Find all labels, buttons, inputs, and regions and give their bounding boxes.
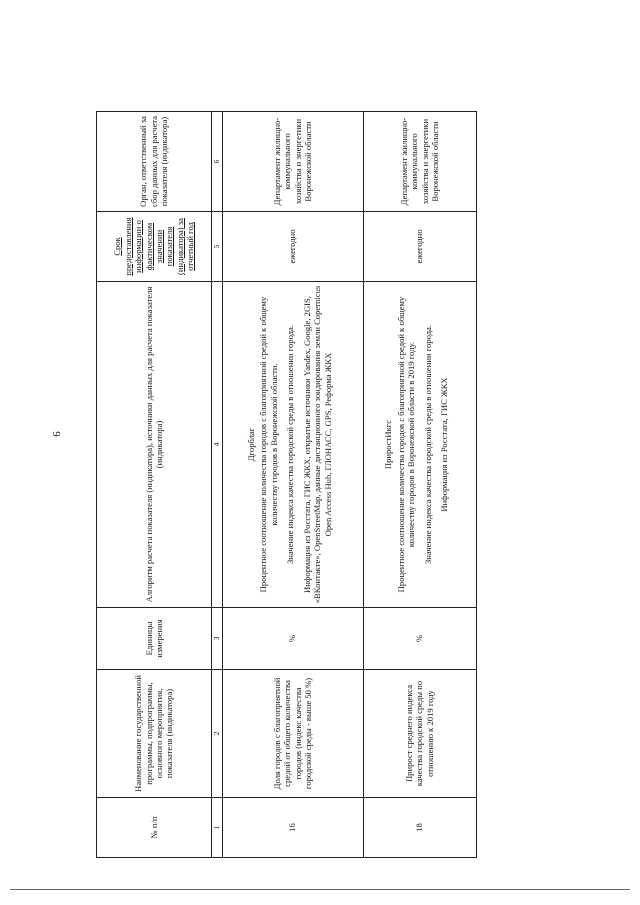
unit-cell: %: [363, 608, 476, 670]
column-number-row: [212, 112, 223, 858]
formula-name: ПриростИкгс: [383, 419, 394, 470]
algorithm-cell: [222, 282, 363, 608]
scan-edge-divider: [10, 889, 630, 890]
indicator-table: [96, 111, 477, 858]
page-number: 9: [50, 431, 62, 437]
table-row: [363, 112, 476, 858]
formula-name: Дгорблаг: [245, 427, 256, 462]
unit-cell: %: [222, 608, 363, 670]
algorithm-index-value: Значение индекса качества городской среды в отношении города.: [422, 325, 433, 564]
algorithm-description: Процентное соотношение количества городов с благоприятной средой к общему количеству городов в Воронежской области.: [258, 296, 279, 593]
data-sources: Информация из Росстата, ГИС ЖКХ: [439, 377, 450, 512]
indicator-name: Доля городов с благоприятной средой от общего количества городов (индекс качества городской среды - выше 50 %): [222, 670, 363, 798]
header-cell-num: № п/п: [97, 798, 212, 858]
responsible-org-cell: Департамент жилищно-коммунального хозяйства и энергетики Воронежской области: [363, 112, 476, 212]
column-number: 4: [212, 282, 223, 608]
header-cell-term: Срок предоставления информации о фактическом значении показателя (индикатора) за отчетный год: [97, 212, 212, 282]
term-cell: ежегодно: [222, 212, 363, 282]
table-header-row: [97, 112, 212, 858]
row-number: 16: [222, 798, 363, 858]
algorithm-description: Процентное соотношение количества городов с благоприятной средой к общему количеству городов в Воронежской области в 2019 году.: [395, 296, 417, 593]
header-cell-org: Орган, ответственный за сбор данных для расчета показателя (индикатора): [97, 112, 212, 212]
row-number: 18: [363, 798, 476, 858]
column-number: 5: [212, 212, 223, 282]
column-number: 3: [212, 608, 223, 670]
algorithm-cell: [363, 282, 476, 608]
table-row: [222, 112, 363, 858]
column-number: 2: [212, 670, 223, 798]
column-number: 6: [212, 112, 223, 212]
responsible-org-cell: Департамент жилищно-коммунального хозяйства и энергетики Воронежской области: [222, 112, 363, 212]
column-number: 1: [212, 798, 223, 858]
header-cell-name: Наименование государственной программы, подпрограммы, основного мероприятия, показателя (индикатора): [97, 670, 212, 798]
rotated-table-wrapper: [96, 112, 476, 858]
indicator-name: Прирост среднего индекса качества городской среды по отношению к 2019 году: [363, 670, 476, 798]
header-cell-unit: Единицы измерения: [97, 608, 212, 670]
header-cell-algorithm: Алгоритм расчета показателя (индикатора), источники данных для расчета показателя (индикатора): [97, 282, 212, 608]
term-cell: ежегодно: [363, 212, 476, 282]
data-sources: Информация из Росстата, ГИС ЖКХ, открытые источники Yandex, Google, 2GIS, «ВКонтакте», OpenStreetMap, данные дистанционного зондирования земли Copernicus Open Access Hub, ГЛОНАСС, GPS, Реформа ЖКХ: [301, 285, 333, 604]
algorithm-index-value: Значение индекса качества городской среды в отношении города.: [285, 325, 296, 564]
